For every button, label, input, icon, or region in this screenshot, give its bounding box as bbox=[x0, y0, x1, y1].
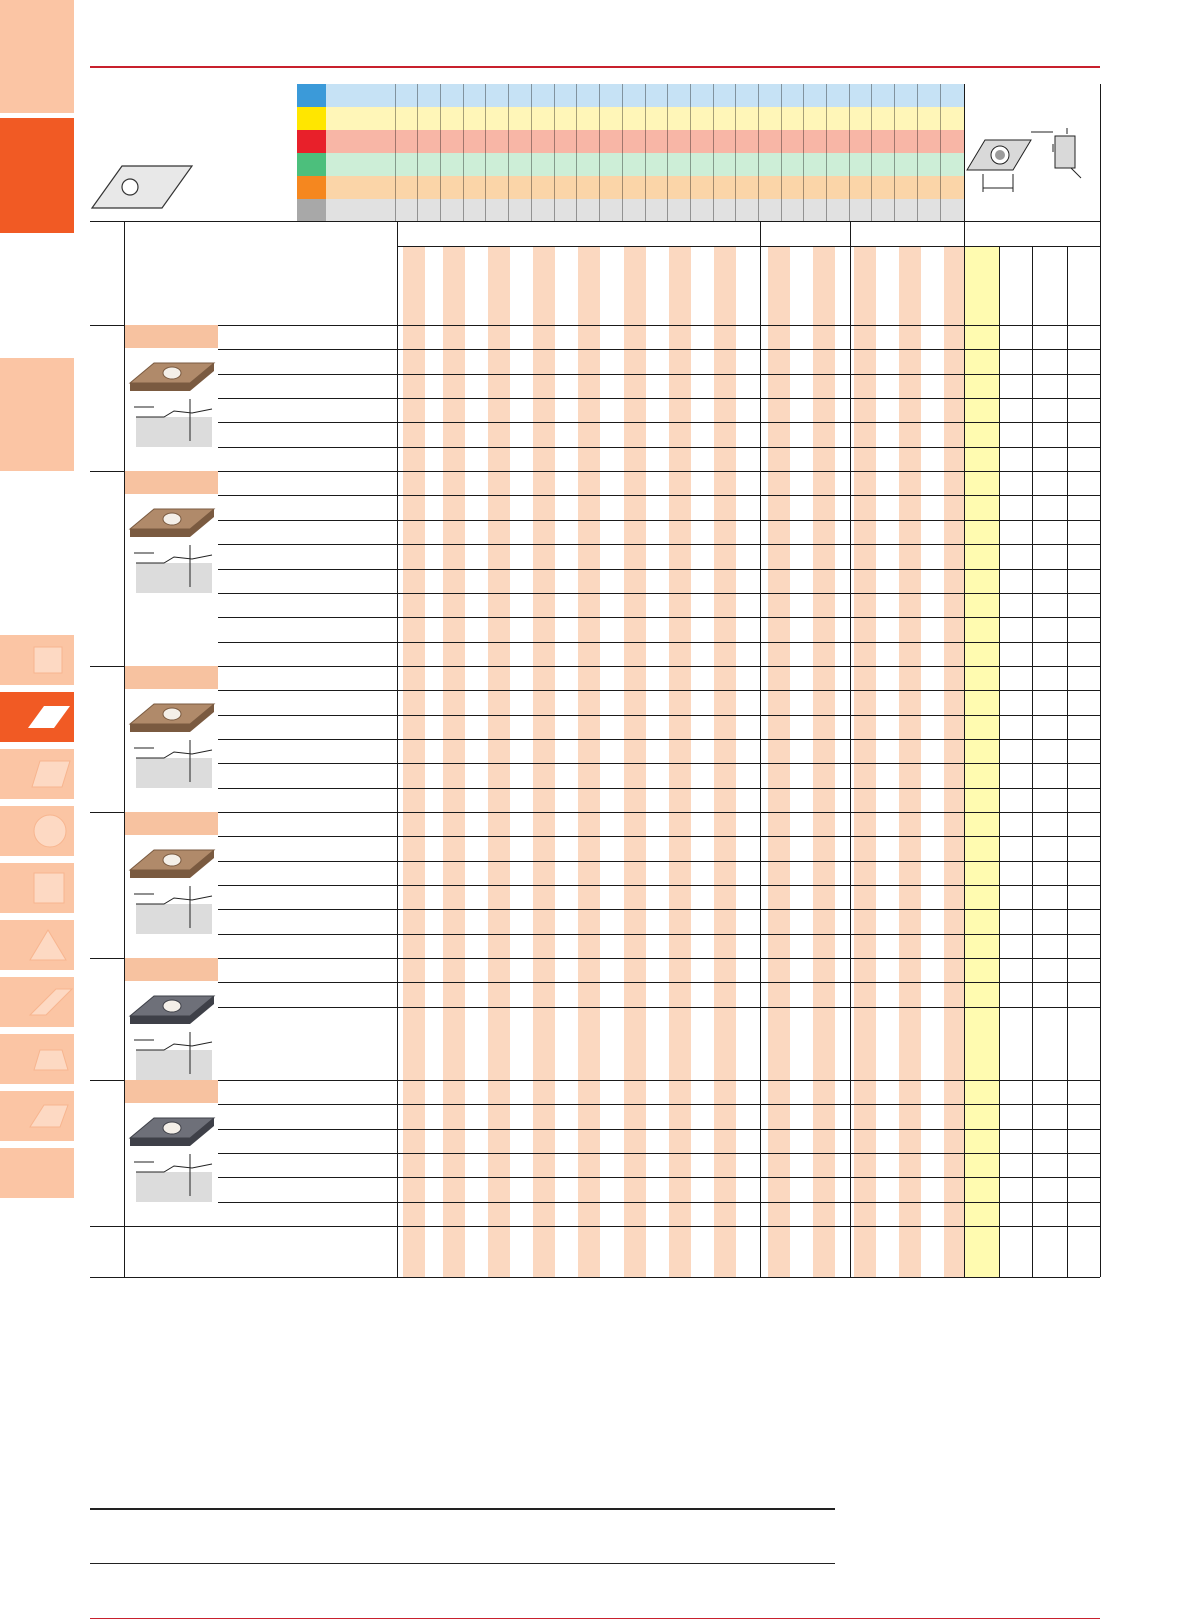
parallelogram-insert-icon bbox=[0, 1091, 74, 1141]
legend-cell-divider bbox=[781, 153, 782, 176]
table-row-line bbox=[218, 934, 1100, 935]
legend-cell-divider bbox=[826, 176, 827, 199]
legend-cell-divider bbox=[440, 107, 441, 130]
legend-cell-divider bbox=[485, 107, 486, 130]
legend-cell-divider bbox=[735, 199, 736, 222]
side-tab-top[interactable] bbox=[0, 0, 74, 113]
table-row-line bbox=[218, 836, 1100, 837]
legend-cell-divider bbox=[576, 130, 577, 153]
trigon-insert-icon bbox=[0, 1034, 74, 1084]
table-row-line bbox=[218, 374, 1100, 375]
legend-cell-divider bbox=[508, 153, 509, 176]
legend-cell-divider bbox=[758, 107, 759, 130]
header-sub-line bbox=[397, 246, 1100, 247]
group-boundary-line bbox=[90, 666, 1100, 667]
legend-cell-divider bbox=[803, 199, 804, 222]
legend-cell-divider bbox=[395, 199, 396, 222]
stripe-column bbox=[669, 247, 691, 1277]
round-insert-icon bbox=[0, 806, 74, 856]
legend-cell-divider bbox=[735, 130, 736, 153]
legend-cell-divider bbox=[463, 107, 464, 130]
legend-cell-divider bbox=[417, 176, 418, 199]
legend-cell-divider bbox=[826, 84, 827, 107]
footnote-rule-2 bbox=[90, 1563, 835, 1564]
stripe-column bbox=[944, 247, 966, 1277]
legend-cell-divider bbox=[849, 153, 850, 176]
legend-cell-divider bbox=[871, 176, 872, 199]
legend-cell-divider bbox=[645, 84, 646, 107]
bottom-rule bbox=[90, 1618, 1100, 1619]
legend-cell-divider bbox=[440, 84, 441, 107]
stripe-column bbox=[443, 247, 465, 1277]
rhombic80-insert-icon bbox=[0, 749, 74, 799]
table-row-line bbox=[218, 715, 1100, 716]
stripe-column bbox=[813, 247, 835, 1277]
legend-cell-divider bbox=[826, 107, 827, 130]
legend-cell-divider bbox=[781, 199, 782, 222]
legend-color-P bbox=[297, 84, 326, 107]
product-group-label bbox=[125, 812, 218, 835]
legend-cell-divider bbox=[622, 199, 623, 222]
legend-cell-divider bbox=[645, 176, 646, 199]
legend-cell-divider bbox=[690, 130, 691, 153]
legend-cell-divider bbox=[599, 84, 600, 107]
legend-cell-divider bbox=[803, 153, 804, 176]
legend-cell-divider bbox=[463, 176, 464, 199]
legend-cell-divider bbox=[917, 84, 918, 107]
legend-cell-divider bbox=[440, 199, 441, 222]
legend-cell-divider bbox=[735, 176, 736, 199]
legend-cell-divider bbox=[940, 130, 941, 153]
legend-cell-divider bbox=[395, 130, 396, 153]
side-tab-bottom[interactable] bbox=[0, 1148, 74, 1198]
stripe-column bbox=[488, 247, 510, 1277]
legend-cell-divider bbox=[463, 153, 464, 176]
square-insert-icon bbox=[0, 635, 74, 685]
highlight-column bbox=[964, 247, 999, 1277]
legend-cell-divider bbox=[576, 176, 577, 199]
table-column-line bbox=[1067, 246, 1068, 1277]
product-group-label bbox=[125, 666, 218, 689]
table-row-line bbox=[218, 788, 1100, 789]
legend-cell-divider bbox=[940, 199, 941, 222]
legend-cell-divider bbox=[940, 84, 941, 107]
table-row-line bbox=[218, 447, 1100, 448]
legend-cell-divider bbox=[917, 107, 918, 130]
legend-cell-divider bbox=[667, 84, 668, 107]
stripe-column bbox=[578, 247, 600, 1277]
legend-cell-divider bbox=[667, 176, 668, 199]
legend-cell-divider bbox=[849, 176, 850, 199]
legend-cell-divider bbox=[871, 107, 872, 130]
legend-cell-divider bbox=[531, 130, 532, 153]
legend-color-M bbox=[297, 107, 326, 130]
legend-cell-divider bbox=[508, 176, 509, 199]
legend-cell-divider bbox=[417, 130, 418, 153]
legend-cell-divider bbox=[485, 176, 486, 199]
legend-cell-divider bbox=[463, 130, 464, 153]
legend-cell-divider bbox=[576, 107, 577, 130]
table-row-line bbox=[218, 1129, 1100, 1130]
legend-cell-divider bbox=[871, 130, 872, 153]
legend-cell-divider bbox=[645, 153, 646, 176]
legend-cell-divider bbox=[803, 84, 804, 107]
product-group-label bbox=[125, 958, 218, 981]
legend-color-K bbox=[297, 130, 326, 153]
group-boundary-line bbox=[90, 471, 1100, 472]
legend-cell-divider bbox=[849, 84, 850, 107]
legend-cell-divider bbox=[803, 130, 804, 153]
legend-cell-divider bbox=[599, 153, 600, 176]
table-row-line bbox=[218, 544, 1100, 545]
legend-cell-divider bbox=[667, 153, 668, 176]
legend-right-line bbox=[964, 84, 965, 221]
legend-cell-divider bbox=[463, 84, 464, 107]
legend-cell-divider bbox=[781, 176, 782, 199]
stripe-column bbox=[899, 247, 921, 1277]
legend-color-H bbox=[297, 199, 326, 222]
legend-cell-divider bbox=[599, 130, 600, 153]
legend-cell-divider bbox=[894, 176, 895, 199]
legend-cell-divider bbox=[645, 199, 646, 222]
legend-cell-divider bbox=[622, 107, 623, 130]
table-column-line bbox=[999, 246, 1000, 1277]
legend-cell-divider bbox=[599, 176, 600, 199]
rhombic-insert-icon bbox=[92, 166, 192, 208]
legend-cell-divider bbox=[713, 176, 714, 199]
legend-cell-divider bbox=[440, 130, 441, 153]
legend-cell-divider bbox=[485, 130, 486, 153]
legend-cell-divider bbox=[826, 130, 827, 153]
legend-cell-divider bbox=[508, 84, 509, 107]
legend-cell-divider bbox=[690, 199, 691, 222]
legend-cell-divider bbox=[849, 107, 850, 130]
group-boundary-line bbox=[90, 812, 1100, 813]
table-row-line bbox=[218, 739, 1100, 740]
table-top-line bbox=[90, 221, 1100, 222]
triangle-insert-icon bbox=[0, 920, 74, 970]
legend-cell-divider bbox=[531, 153, 532, 176]
legend-cell-divider bbox=[395, 153, 396, 176]
legend-cell-divider bbox=[713, 84, 714, 107]
side-tab-rhombic-80[interactable] bbox=[0, 749, 74, 799]
legend-cell-divider bbox=[894, 130, 895, 153]
group-boundary-line bbox=[90, 1080, 1100, 1081]
side-tab-round[interactable] bbox=[0, 806, 74, 856]
legend-cell-divider bbox=[826, 153, 827, 176]
legend-cell-divider bbox=[417, 199, 418, 222]
legend-cell-divider bbox=[554, 176, 555, 199]
insert-shape-illustration bbox=[88, 162, 198, 212]
legend-cell-divider bbox=[803, 107, 804, 130]
insert-photo bbox=[124, 1110, 219, 1230]
table-column-line bbox=[397, 221, 398, 1277]
side-tab-middle[interactable] bbox=[0, 358, 74, 471]
legend-color-S bbox=[297, 176, 326, 199]
legend-cell-divider bbox=[531, 107, 532, 130]
stripe-column bbox=[854, 247, 876, 1277]
product-group-label bbox=[125, 325, 218, 348]
square-small-insert-icon bbox=[0, 863, 74, 913]
legend-cell-divider bbox=[417, 107, 418, 130]
legend-cell-divider bbox=[622, 130, 623, 153]
legend-cell-divider bbox=[735, 84, 736, 107]
legend-cell-divider bbox=[554, 130, 555, 153]
insert-photo bbox=[124, 355, 219, 475]
insert-photo bbox=[124, 501, 219, 621]
legend-cell-divider bbox=[576, 199, 577, 222]
group-boundary-line bbox=[90, 1226, 1100, 1227]
table-row-line bbox=[218, 520, 1100, 521]
table-row-line bbox=[218, 349, 1100, 350]
stripe-column bbox=[768, 247, 790, 1277]
legend-cell-divider bbox=[713, 153, 714, 176]
legend-cell-divider bbox=[531, 84, 532, 107]
legend-cell-divider bbox=[508, 130, 509, 153]
top-rule bbox=[90, 66, 1100, 68]
legend-cell-divider bbox=[508, 199, 509, 222]
legend-cell-divider bbox=[894, 84, 895, 107]
table-row-line bbox=[218, 495, 1100, 496]
legend-cell-divider bbox=[758, 84, 759, 107]
legend-cell-divider bbox=[440, 153, 441, 176]
table-column-line bbox=[760, 221, 761, 1277]
legend-cell-divider bbox=[917, 130, 918, 153]
legend-cell-divider bbox=[622, 153, 623, 176]
table-column-line bbox=[1032, 246, 1033, 1277]
legend-cell-divider bbox=[622, 84, 623, 107]
stripe-column bbox=[533, 247, 555, 1277]
legend-cell-divider bbox=[713, 199, 714, 222]
table-row-line bbox=[218, 885, 1100, 886]
table-row-line bbox=[218, 422, 1100, 423]
legend-cell-divider bbox=[871, 84, 872, 107]
table-row-line bbox=[218, 861, 1100, 862]
legend-cell-divider bbox=[690, 107, 691, 130]
side-tab-square-small[interactable] bbox=[0, 863, 74, 913]
legend-cell-divider bbox=[940, 176, 941, 199]
product-group-label bbox=[125, 471, 218, 494]
legend-cell-divider bbox=[667, 130, 668, 153]
legend-cell-divider bbox=[713, 107, 714, 130]
side-tab-active-upper[interactable] bbox=[0, 118, 74, 233]
table-row-line bbox=[218, 569, 1100, 570]
legend-cell-divider bbox=[758, 153, 759, 176]
table-row-line bbox=[218, 1202, 1100, 1203]
legend-cell-divider bbox=[395, 107, 396, 130]
table-column-line bbox=[964, 221, 965, 1277]
insert-photo bbox=[124, 842, 219, 962]
insert-dimension-icon bbox=[963, 122, 1093, 202]
legend-cell-divider bbox=[758, 130, 759, 153]
product-group-label bbox=[125, 1080, 218, 1103]
legend-cell-divider bbox=[554, 153, 555, 176]
rhombic35-insert-icon bbox=[0, 977, 74, 1027]
legend-cell-divider bbox=[917, 176, 918, 199]
side-tab-trigon[interactable] bbox=[0, 1034, 74, 1084]
legend-cell-divider bbox=[849, 199, 850, 222]
footnote-rule-1 bbox=[90, 1508, 835, 1510]
legend-cell-divider bbox=[576, 84, 577, 107]
legend-cell-divider bbox=[894, 107, 895, 130]
table-row-line bbox=[218, 593, 1100, 594]
legend-cell-divider bbox=[690, 153, 691, 176]
table-column-line bbox=[1100, 84, 1101, 1277]
stripe-column bbox=[714, 247, 736, 1277]
legend-cell-divider bbox=[894, 153, 895, 176]
table-row-line bbox=[218, 1104, 1100, 1105]
legend-cell-divider bbox=[917, 199, 918, 222]
side-tab-rhombic-35[interactable] bbox=[0, 977, 74, 1027]
legend-cell-divider bbox=[440, 176, 441, 199]
stripe-column bbox=[624, 247, 646, 1277]
table-row-line bbox=[218, 909, 1100, 910]
legend-cell-divider bbox=[463, 199, 464, 222]
legend-cell-divider bbox=[826, 199, 827, 222]
table-row-line bbox=[218, 1177, 1100, 1178]
legend-cell-divider bbox=[576, 153, 577, 176]
legend-cell-divider bbox=[508, 107, 509, 130]
legend-cell-divider bbox=[690, 84, 691, 107]
legend-cell-divider bbox=[645, 107, 646, 130]
legend-cell-divider bbox=[599, 199, 600, 222]
legend-color-N bbox=[297, 153, 326, 176]
legend-cell-divider bbox=[554, 199, 555, 222]
legend-cell-divider bbox=[622, 176, 623, 199]
legend-cell-divider bbox=[645, 130, 646, 153]
side-tab-rhombic-55[interactable] bbox=[0, 692, 74, 742]
legend-cell-divider bbox=[417, 84, 418, 107]
legend-cell-divider bbox=[554, 107, 555, 130]
table-row-line bbox=[218, 1007, 1100, 1008]
legend-cell-divider bbox=[531, 176, 532, 199]
table-row-line bbox=[218, 642, 1100, 643]
table-row-line bbox=[218, 982, 1100, 983]
legend-cell-divider bbox=[871, 153, 872, 176]
side-tab-parallelogram[interactable] bbox=[0, 1091, 74, 1141]
legend-cell-divider bbox=[690, 176, 691, 199]
legend-cell-divider bbox=[894, 199, 895, 222]
side-tab-square[interactable] bbox=[0, 635, 74, 685]
legend-cell-divider bbox=[599, 107, 600, 130]
table-row-line bbox=[218, 690, 1100, 691]
legend-cell-divider bbox=[781, 107, 782, 130]
group-boundary-line bbox=[90, 958, 1100, 959]
legend-cell-divider bbox=[758, 199, 759, 222]
legend-cell-divider bbox=[485, 199, 486, 222]
stripe-column bbox=[403, 247, 425, 1277]
legend-cell-divider bbox=[917, 153, 918, 176]
legend-cell-divider bbox=[758, 176, 759, 199]
legend-cell-divider bbox=[395, 84, 396, 107]
legend-cell-divider bbox=[531, 199, 532, 222]
legend-cell-divider bbox=[940, 153, 941, 176]
legend-cell-divider bbox=[485, 153, 486, 176]
legend-cell-divider bbox=[667, 199, 668, 222]
legend-cell-divider bbox=[417, 153, 418, 176]
side-tab-triangle[interactable] bbox=[0, 920, 74, 970]
header-bottom-line bbox=[90, 325, 1100, 326]
legend-cell-divider bbox=[803, 176, 804, 199]
table-row-line bbox=[218, 1153, 1100, 1154]
insert-photo bbox=[124, 696, 219, 816]
table-column-line bbox=[850, 221, 851, 1277]
legend-cell-divider bbox=[667, 107, 668, 130]
rhombic-insert-icon bbox=[0, 692, 74, 742]
table-row-line bbox=[218, 763, 1100, 764]
table-bottom-line bbox=[90, 1277, 1100, 1278]
legend-cell-divider bbox=[485, 84, 486, 107]
legend-cell-divider bbox=[781, 130, 782, 153]
legend-cell-divider bbox=[781, 84, 782, 107]
legend-cell-divider bbox=[735, 107, 736, 130]
legend-cell-divider bbox=[871, 199, 872, 222]
table-row-line bbox=[218, 398, 1100, 399]
table-row-line bbox=[218, 617, 1100, 618]
legend-cell-divider bbox=[554, 84, 555, 107]
legend-cell-divider bbox=[849, 130, 850, 153]
legend-cell-divider bbox=[713, 130, 714, 153]
legend-cell-divider bbox=[395, 176, 396, 199]
legend-cell-divider bbox=[735, 153, 736, 176]
legend-cell-divider bbox=[940, 107, 941, 130]
